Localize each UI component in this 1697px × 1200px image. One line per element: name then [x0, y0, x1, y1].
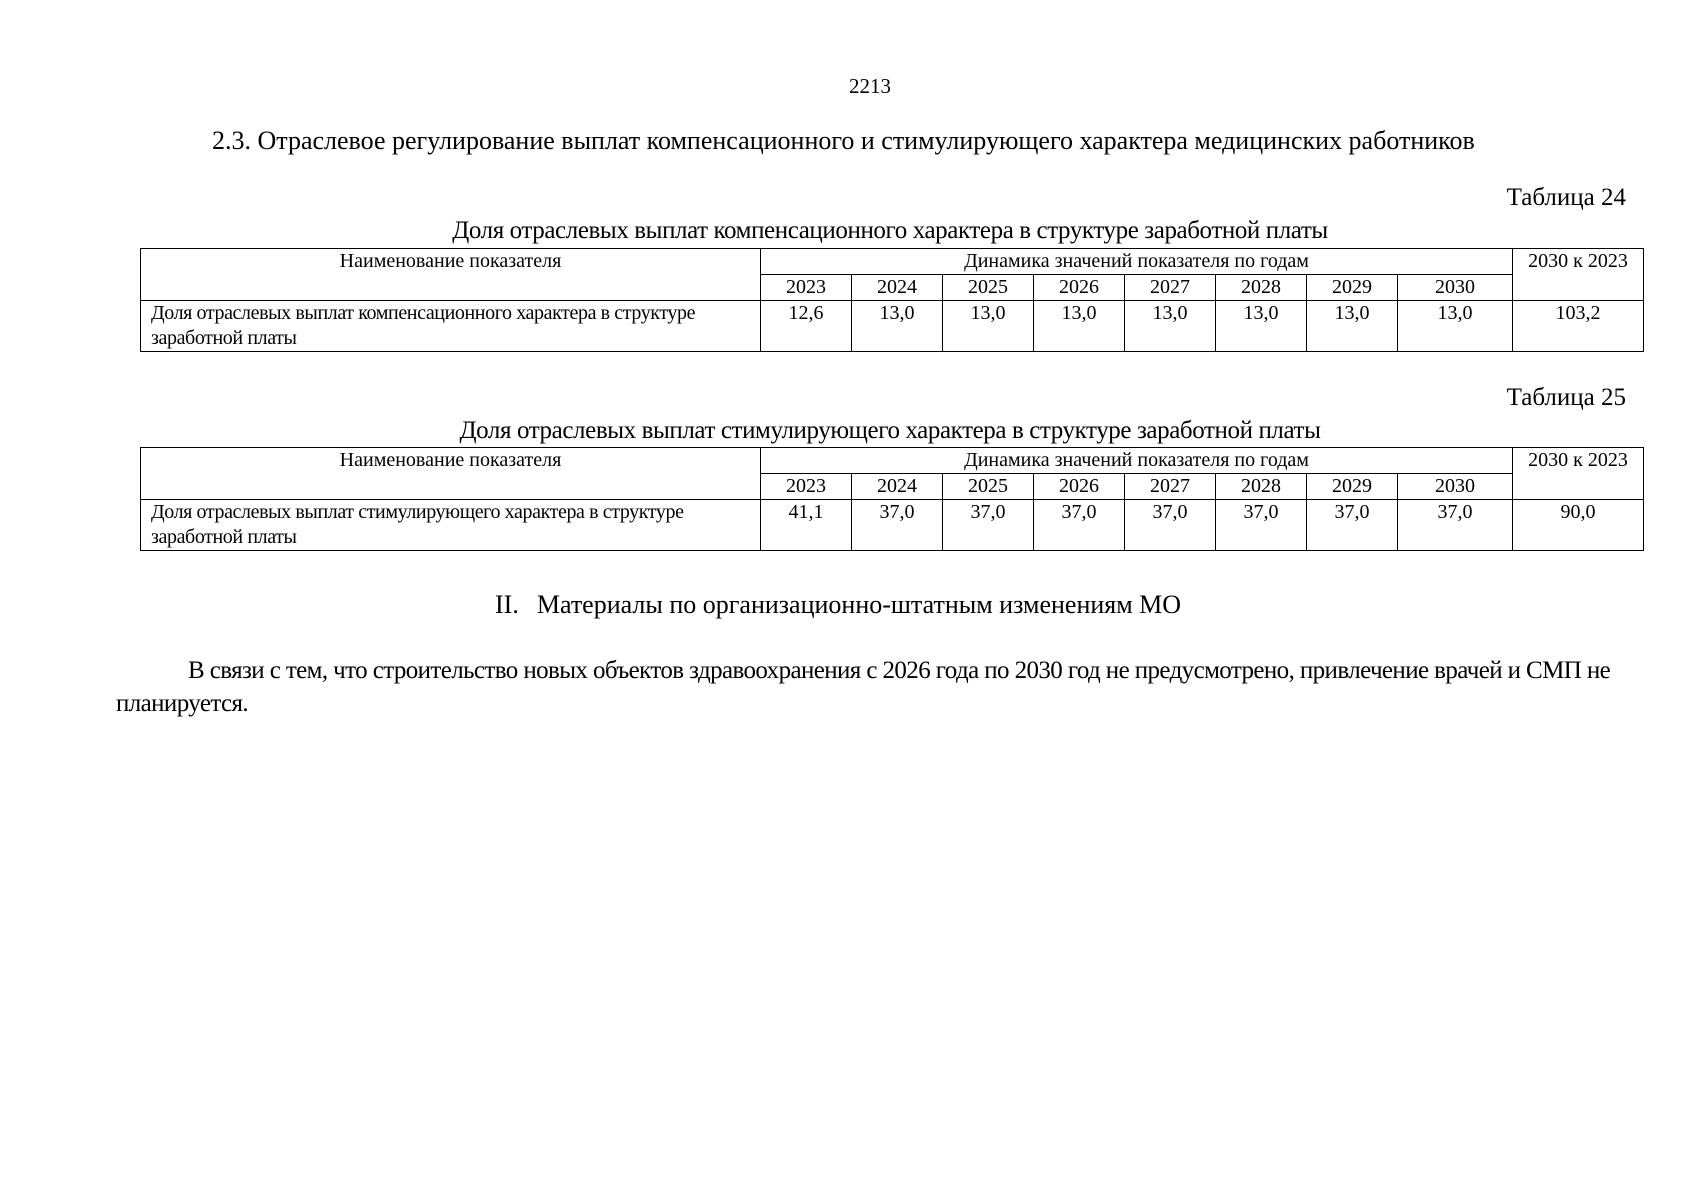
value-cell: 13,0	[1398, 301, 1513, 352]
header-name-column: Наименование показателя	[141, 448, 761, 500]
header-year: 2027	[1125, 474, 1216, 500]
header-dynamics: Динамика значений показателя по годам	[761, 448, 1513, 474]
value-cell: 13,0	[1034, 301, 1125, 352]
header-year: 2029	[1307, 275, 1398, 301]
value-cell: 12,6	[761, 301, 852, 352]
row-name: Доля отраслевых выплат стимулирующего характера в структуре заработной платы	[141, 500, 761, 551]
header-year: 2025	[943, 474, 1034, 500]
table-25	[140, 447, 1644, 551]
value-cell: 37,0	[852, 500, 943, 551]
value-cell: 37,0	[1034, 500, 1125, 551]
header-year: 2025	[943, 275, 1034, 301]
header-year: 2028	[1216, 474, 1307, 500]
value-cell: 37,0	[1125, 500, 1216, 551]
header-year: 2029	[1307, 474, 1398, 500]
value-cell: 13,0	[852, 301, 943, 352]
row-name: Доля отраслевых выплат компенсационного характера в структуре заработной платы	[141, 301, 761, 352]
header-ratio: 2030 к 2023	[1513, 448, 1644, 500]
value-cell: 13,0	[1307, 301, 1398, 352]
header-dynamics: Динамика значений показателя по годам	[761, 249, 1513, 275]
header-year: 2026	[1034, 275, 1125, 301]
header-name-column: Наименование показателя	[141, 249, 761, 301]
header-year: 2030	[1398, 275, 1513, 301]
header-ratio: 2030 к 2023	[1513, 249, 1644, 301]
table-row	[141, 301, 1644, 352]
header-year: 2030	[1398, 474, 1513, 500]
body-paragraph: В связи с тем, что строительство новых объектов здравоохранения с 2026 года по 2030 год не предусмотрено, привлечение врачей и СМП не планируется.	[116, 657, 1611, 717]
chapter-heading	[495, 590, 1181, 620]
table-24-title: Доля отраслевых выплат компенсационного характера в структуре заработной платы	[452, 217, 1328, 244]
header-year: 2027	[1125, 275, 1216, 301]
value-cell: 13,0	[943, 301, 1034, 352]
table-24-label: Таблица 24	[1506, 184, 1626, 211]
ratio-cell: 90,0	[1513, 500, 1644, 551]
value-cell: 41,1	[761, 500, 852, 551]
table-row	[141, 500, 1644, 551]
table-25-label: Таблица 25	[1506, 384, 1626, 411]
value-cell: 37,0	[1398, 500, 1513, 551]
header-year: 2023	[761, 474, 852, 500]
chapter-title: Материалы по организационно-штатным изменениям МО	[536, 590, 1182, 619]
header-year: 2026	[1034, 474, 1125, 500]
value-cell: 37,0	[943, 500, 1034, 551]
header-year: 2028	[1216, 275, 1307, 301]
value-cell: 13,0	[1125, 301, 1216, 352]
header-year: 2023	[761, 275, 852, 301]
table-24	[140, 248, 1644, 352]
section-heading: 2.3. Отраслевое регулирование выплат компенсационного и стимулирующего характера медицинских работников	[212, 126, 1475, 155]
table-25-title: Доля отраслевых выплат стимулирующего характера в структуре заработной платы	[459, 417, 1321, 444]
page-number: 2213	[849, 74, 891, 98]
value-cell: 37,0	[1307, 500, 1398, 551]
header-year: 2024	[852, 275, 943, 301]
value-cell: 13,0	[1216, 301, 1307, 352]
ratio-cell: 103,2	[1513, 301, 1644, 352]
value-cell: 37,0	[1216, 500, 1307, 551]
header-year: 2024	[852, 474, 943, 500]
chapter-numeral: II.	[495, 590, 519, 619]
